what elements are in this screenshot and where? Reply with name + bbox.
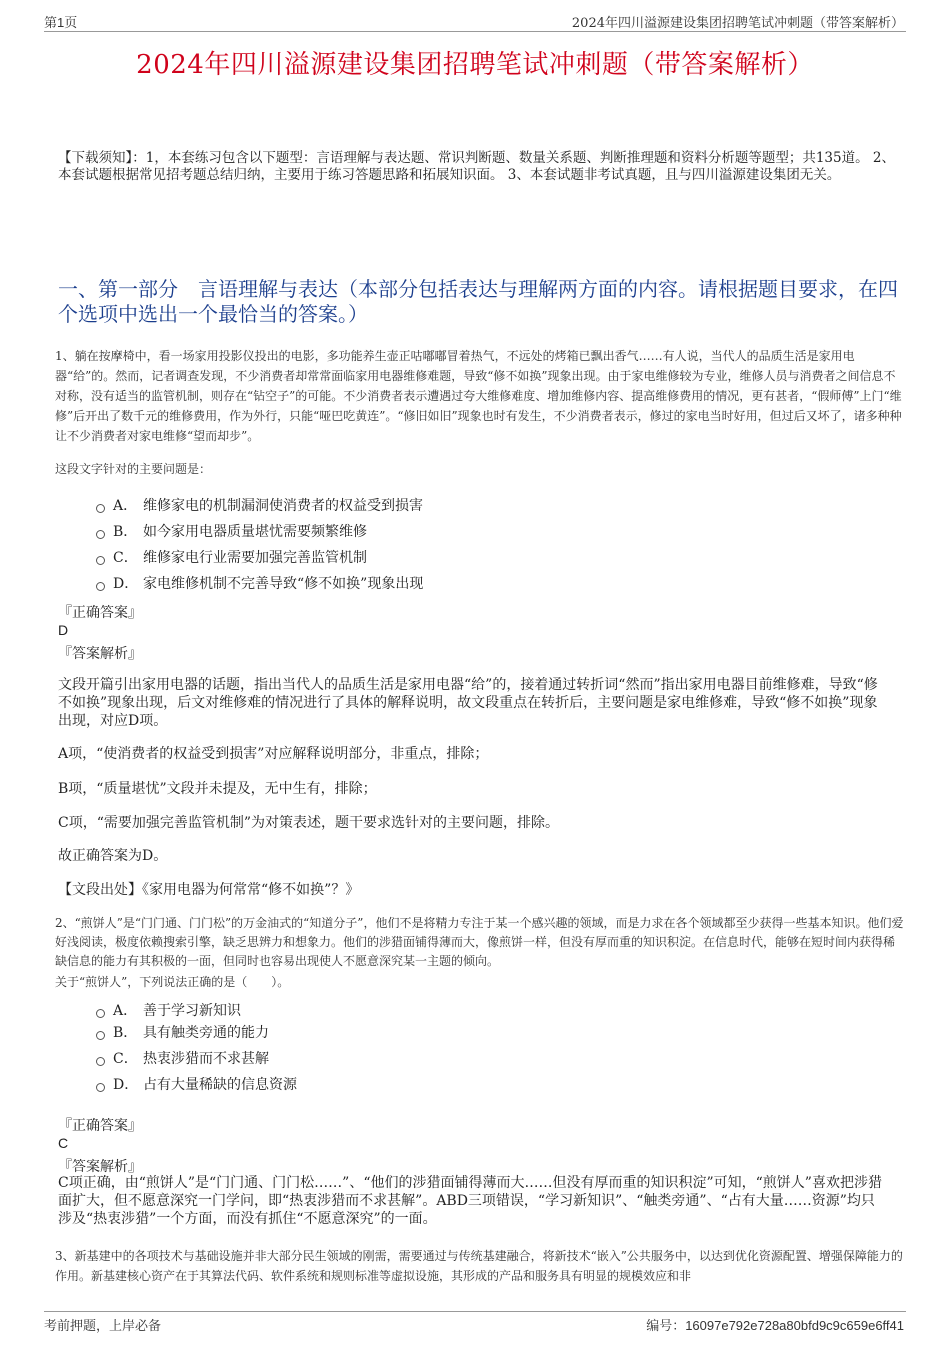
option-letter: C． [113,1051,138,1067]
option-text: 维修家电行业需要加强完善监管机制 [143,550,367,566]
option-letter: B． [113,1025,138,1041]
radio-icon[interactable] [96,556,105,565]
radio-icon[interactable] [96,1009,105,1018]
page-title: 2024年四川溢源建设集团招聘笔试冲刺题（带答案解析） [136,50,814,80]
question-2-prompt: 关于“煎饼人”，下列说法正确的是（ ）。 [55,975,290,989]
page-number: 第1页 [44,15,78,30]
option-text: 具有触类旁通的能力 [143,1025,269,1041]
question-1-option-c[interactable] [96,547,367,567]
question-1-option-d[interactable] [96,573,423,593]
question-3-text: 3、新基建中的各项技术与基础设施并非大部分民生领域的刚需，需要通过与传统基建融合，将新技术“嵌入”公共服务中，以达到优化资源配置、增强保障能力的作用。新基建核心资产在于其算法代码、软件系统和规则标准等虚拟设施，其形成的产品和服务具有明显的规模效应和非 [55,1249,903,1283]
question-1-source: 【文段出处】《家用电器为何常常“修不如换”？》 [58,882,360,898]
question-1-answer-label: 『正确答案』 [58,605,142,621]
question-2-answer-label: 『正确答案』 [58,1118,142,1134]
question-2-analysis: C项正确，由“煎饼人”是“门门通、门门松……”、“他们的涉猎面铺得薄而大……但没有厚而重的知识积淀”可知，“煎饼人”喜欢把涉猎面扩大，但不愿意深究一门学问，即“热衷涉猎而不求甚解”。ABD三项错误，“学习新知识”、“触类旁通”、“占有大量……资源”均只涉及“热衷涉猎”一个方面，而没有抓住“不愿意深究”的一面。 [58,1175,882,1227]
radio-icon[interactable] [96,582,105,591]
radio-icon[interactable] [96,1031,105,1040]
option-text: 如今家用电器质量堪忧需要频繁维修 [143,524,367,540]
question-1-answer: D [58,622,69,638]
question-2-option-a[interactable] [96,1000,241,1020]
question-1-analysis-label: 『答案解析』 [58,646,142,662]
question-1-analysis-a: A项，“使消费者的权益受到损害”对应解释说明部分，非重点，排除； [58,746,489,762]
radio-icon[interactable] [96,1083,105,1092]
option-letter: C． [113,550,138,566]
option-letter: D． [113,1077,139,1093]
question-2-text: 2、“煎饼人”是“门门通、门门松”的万金油式的“知道分子”，他们不是将精力专注于某一个感兴趣的领域，而是力求在各个领域都至少获得一些基本知识。他们爱好浅阅读，极度依赖搜索引擎，缺乏思辨力和想象力。他们的涉猎面铺得薄而大，像煎饼一样，但没有厚而重的知识积淀。在信息时代，能够在短时间内获得稀缺信息的能力有其积极的一面，但同时也容易出现使人不愿意深究某一主题的倾向。 [55,916,904,968]
option-letter: B． [113,524,138,540]
footer-slogan: 考前押题，上岸必备 [44,1319,162,1334]
option-text: 善于学习新知识 [143,1003,241,1019]
question-1-analysis-main: 文段开篇引出家用电器的话题，指出当代人的品质生活是家用电器“给”的，接着通过转折词“然而”指出家用电器目前维修难，导致“修不如换”现象出现，后文对维修难的情况进行了具体的解释说明，故文段重点在转折后，主要问题是家电维修难，导致“修不如换”现象出现，对应D项。 [58,677,878,729]
question-2-answer: C [58,1135,69,1151]
section-heading: 一、第一部分 言语理解与表达（本部分包括表达与理解两方面的内容。请根据题目要求，在四个选项中选出一个最恰当的答案。） [58,277,898,326]
question-2-analysis-label: 『答案解析』 [58,1159,142,1175]
footer-divider [44,1311,906,1312]
option-letter: A． [113,1003,138,1019]
question-1-option-a[interactable] [96,495,423,515]
question-1-option-b[interactable] [96,521,367,541]
option-letter: A． [113,498,138,514]
question-1-analysis-c: C项，“需要加强完善监管机制”为对策表述，题干要求选针对的主要问题，排除。 [58,815,560,831]
option-text: 家电维修机制不完善导致“修不如换”现象出现 [143,576,424,592]
option-text: 维修家电的机制漏洞使消费者的权益受到损害 [143,498,423,514]
document-id: 编号：16097e792e728a80bfd9c9c659e6ff41 [646,1318,904,1333]
option-letter: D． [113,576,139,592]
question-1-conclusion: 故正确答案为D。 [58,848,168,864]
header-doc-title: 2024年四川溢源建设集团招聘笔试冲刺题（带答案解析） [571,16,904,31]
radio-icon[interactable] [96,1057,105,1066]
question-2-option-d[interactable] [96,1074,297,1094]
radio-icon[interactable] [96,504,105,513]
question-2-option-b[interactable] [96,1022,269,1042]
download-notice: 【下载须知】：1，本套练习包含以下题型：言语理解与表达题、常识判断题、数量关系题、判断推理题和资料分析题等题型；共135道。 2、本套试题根据常见招考题总结归纳，主要用于练习答题思路和拓展知识面。 3、本套试题非考试真题，且与四川溢源建设集团无关。 [58,150,895,183]
question-1-analysis-b: B项，“质量堪忧”文段并未提及，无中生有，排除； [58,781,377,797]
option-text: 热衷涉猎而不求甚解 [143,1051,269,1067]
question-1-prompt: 这段文字针对的主要问题是： [55,462,212,476]
radio-icon[interactable] [96,530,105,539]
question-2-option-c[interactable] [96,1048,269,1068]
question-1-text: 1、躺在按摩椅中，看一场家用投影仪投出的电影，多功能养生壶正咕嘟嘟冒着热气，不远处的烤箱已飘出香气……有人说，当代人的品质生活是家用电器“给”的。然而，记者调查发现，不少消费者却常常面临家用电器维修难题，导致“修不如换”现象出现。由于家电维修较为专业，维修人员与消费者之间信息不对称，没有适当的监管机制，则存在“钻空子”的可能。不少消费者表示遭遇过夸大维修难度、增加维修内容、提高维修费用的情况，更有甚者，“假师傅”上门“维修”后开出了数千元的维修费用，作为外行，只能“哑巴吃黄连”。“修旧如旧”现象也时有发生，不少消费者表示，修过的家电当时好用，但过后又坏了，诸多种种让不少消费者对家电维修“望而却步”。 [55,349,902,443]
header-divider [44,31,906,32]
option-text: 占有大量稀缺的信息资源 [143,1077,297,1093]
